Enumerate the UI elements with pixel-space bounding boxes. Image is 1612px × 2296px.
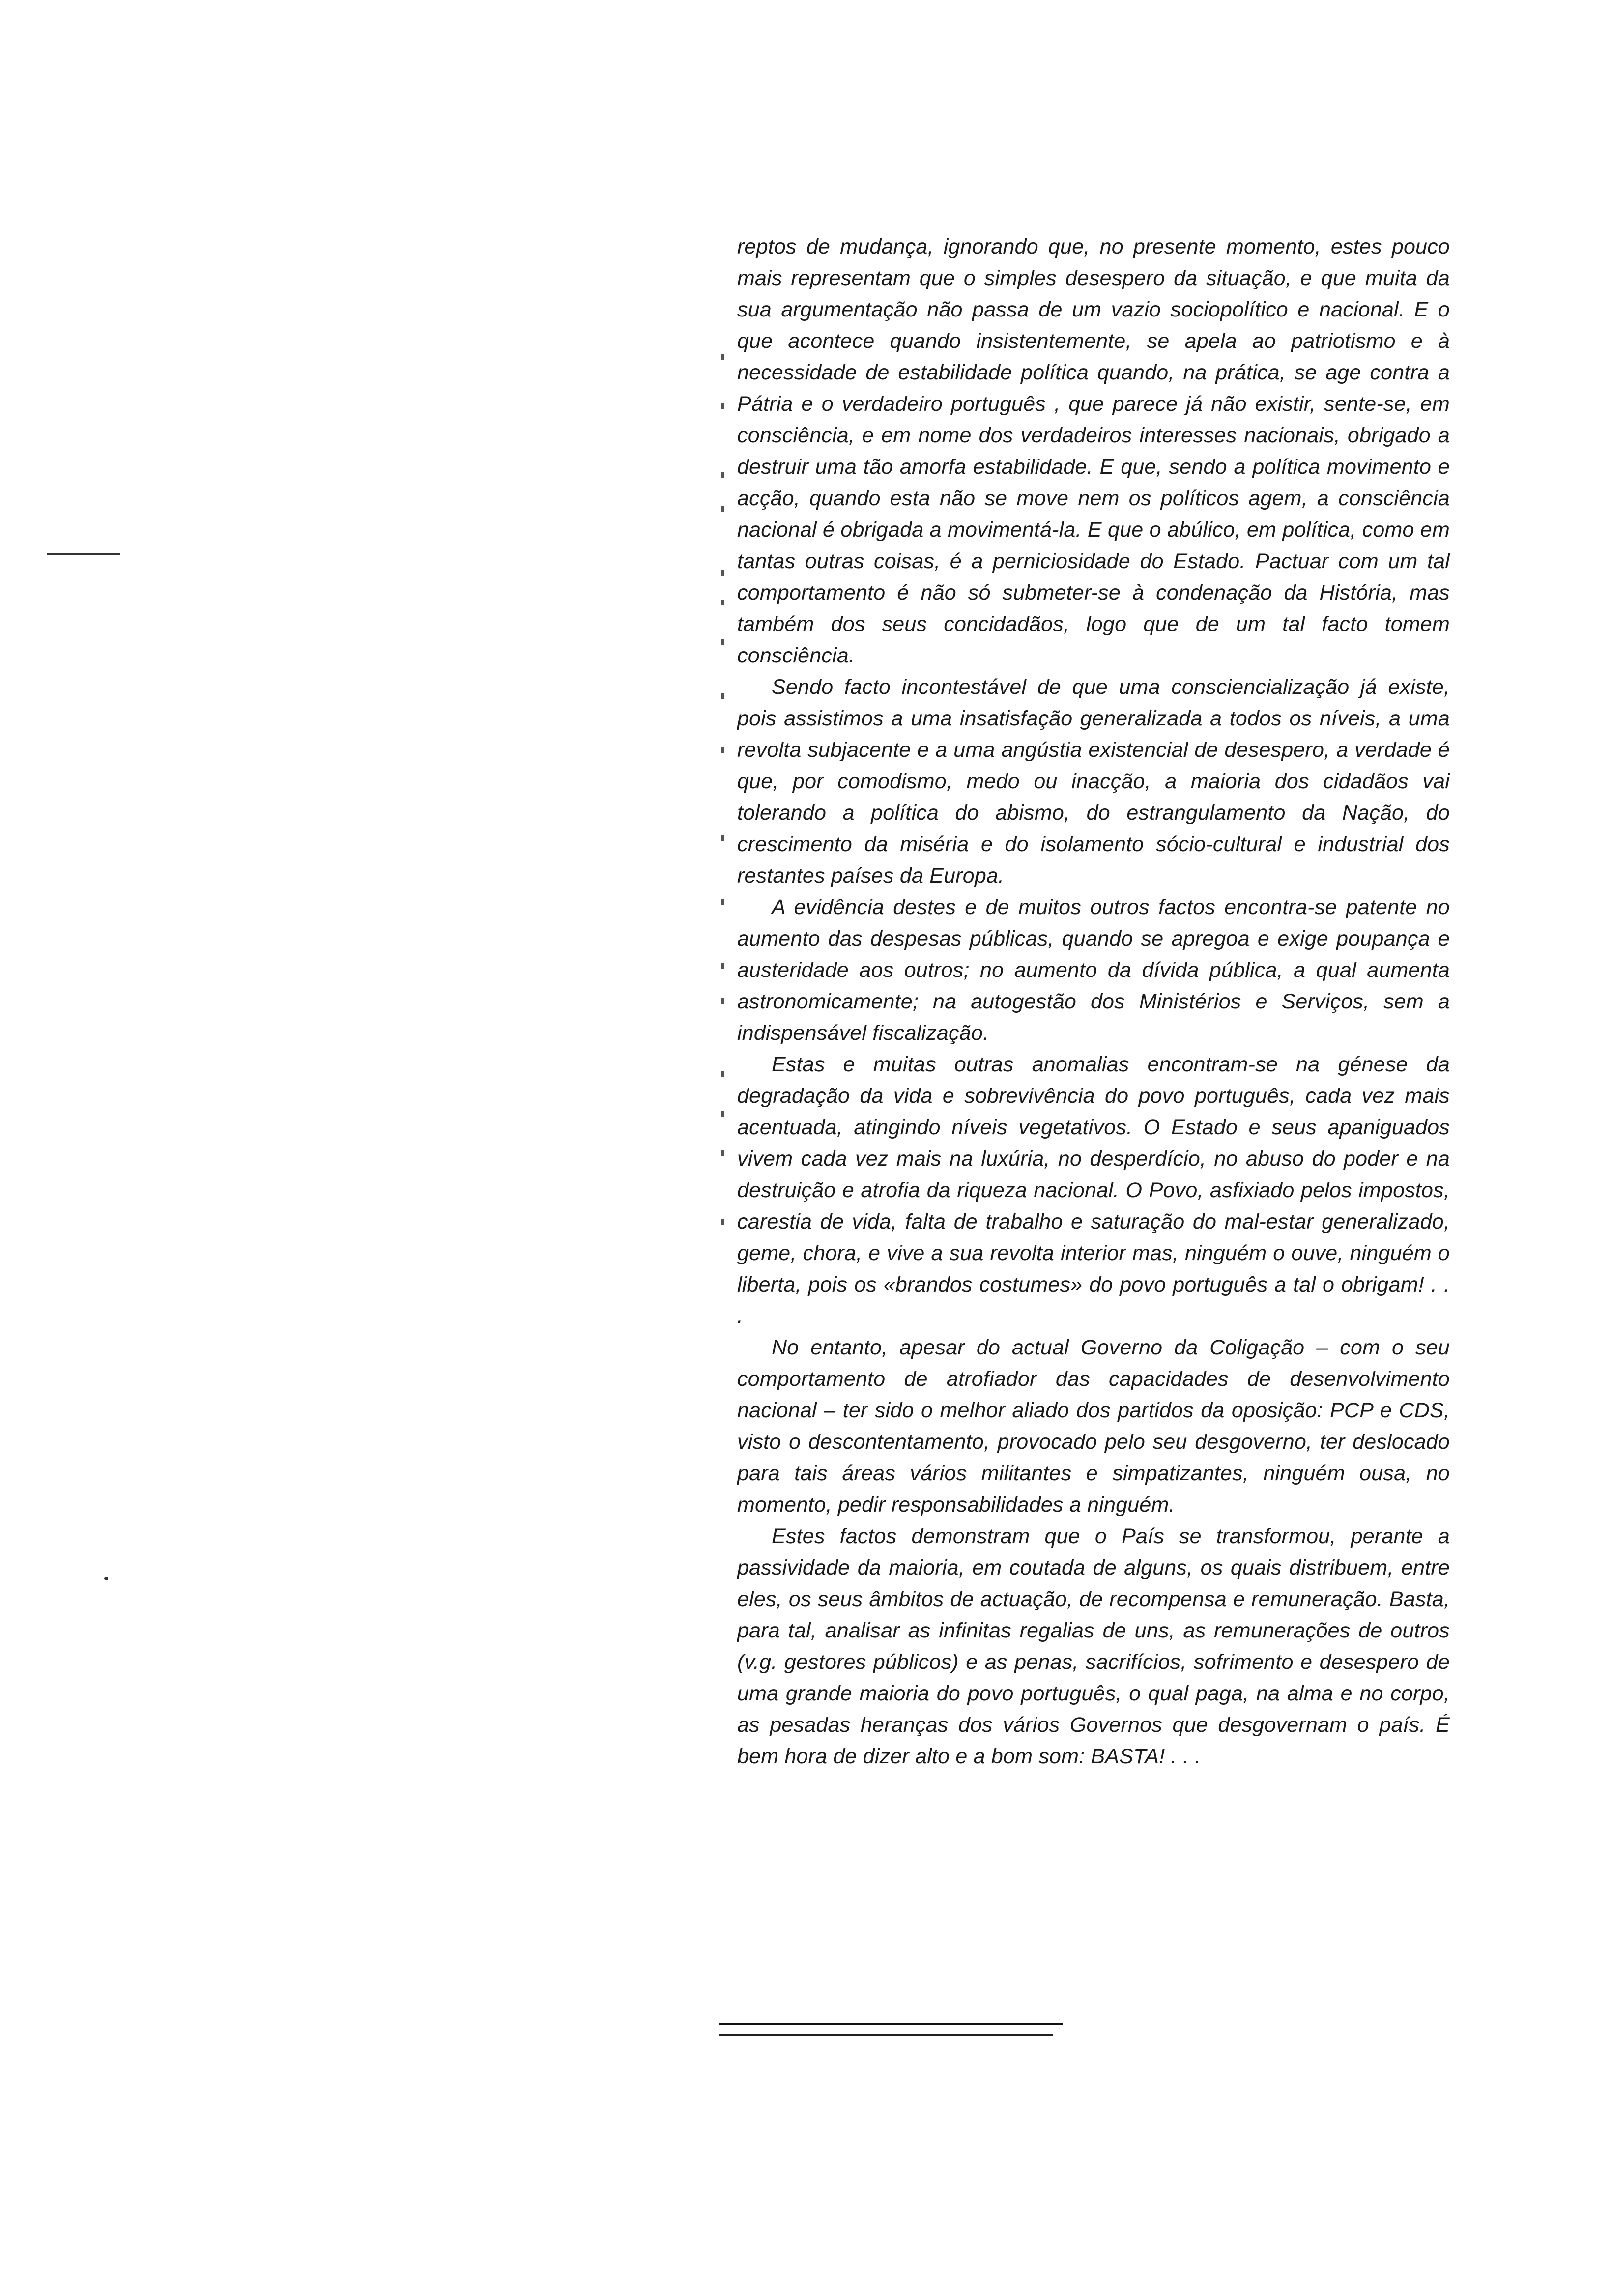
paragraph-2: Sendo facto incontestável de que uma consciencialização já existe, pois assistimos a uma insatisfação generalizada a todos os níveis, a uma revolta subjacente e a uma angústia existencial de desespero, a verdade é que, por comodismo, medo ou inacção, a maioria dos cidadãos vai tolerando a política do abismo, do estrangulamento da Nação, do crescimento da miséria e do isolamento sócio-cultural e industrial dos restantes países da Europa. (737, 675, 1450, 888)
ink-speck (104, 1577, 108, 1580)
margin-dash-mark (47, 553, 120, 555)
end-rule-bottom (719, 2034, 1053, 2036)
paragraph-5: No entanto, apesar do actual Governo da Coligação – com o seu comportamento de atrofiador das capacidades de desenvolvimento nacional – ter sido o melhor aliado dos partidos da oposição: PCP e CDS, visto o descontentamento, provocado pelo seu desgoverno, ter deslocado para tais áreas vários militantes e simpatizantes, ninguém ousa, no momento, pedir responsabilidades a ninguém. (737, 1336, 1450, 1517)
left-margin-artifacts (721, 344, 736, 1229)
end-rule-top (719, 2023, 1063, 2025)
paragraph-3: A evidência destes e de muitos outros factos encontra-se patente no aumento das despesas públicas, quando se apregoa e exige poupança e austeridade aos outros; no aumento da dívida pública, a qual aumenta astronomicamente; na autogestão dos Ministérios e Serviços, sem a indispensável fiscalização. (737, 895, 1450, 1045)
paragraph-6: Estes factos demonstram que o País se transformou, perante a passividade da maioria, em coutada de alguns, os quais distribuem, entre eles, os seus âmbitos de actuação, de recompensa e remuneração. Basta, para tal, analisar as infinitas regalias de uns, as remunerações de outros (v.g. gestores públicos) e as penas, sacrifícios, sofrimento e desespero de uma grande maioria do povo português, o qual paga, na alma e no corpo, as pesadas heranças dos vários Governos que desgovernam o país. É bem hora de dizer alto e a bom som: BASTA! . . . (737, 1524, 1450, 1768)
article-column (737, 231, 1450, 1772)
paragraph-1: reptos de mudança, ignorando que, no presente momento, estes pouco mais representam que o simples desespero da situação, e que muita da sua argumentação não passa de um vazio sociopolítico e nacional. E o que acontece quando insistentemente, se apela ao patriotismo e à necessidade de estabilidade política quando, na prática, se age contra a Pátria e o verdadeiro português , que parece já não existir, sente-se, em consciência, e em nome dos verdadeiros interesses nacionais, obrigado a destruir uma tão amorfa estabilidade. E que, sendo a política movimento e acção, quando esta não se move nem os políticos agem, a consciência nacional é obrigada a movimentá-la. E que o abúlico, em política, como em tantas outras coisas, é a perniciosidade do Estado. Pactuar com um tal comportamento é não só submeter-se à condenação da História, mas também dos seus concidadãos, logo que de um tal facto tomem consciência. (737, 235, 1450, 667)
paragraph-4: Estas e muitas outras anomalias encontram-se na génese da degradação da vida e sobrevivência do povo português, cada vez mais acentuada, atingindo níveis vegetativos. O Estado e seus apaniguados vivem cada vez mais na luxúria, no desperdício, no abuso do poder e na destruição e atrofia da riqueza nacional. O Povo, asfixiado pelos impostos, carestia de vida, falta de trabalho e saturação do mal-estar generalizado, geme, chora, e vive a sua revolta interior mas, ninguém o ouve, ninguém o liberta, pois os «brandos costumes» do povo português a tal o obrigam! . . . (737, 1053, 1450, 1328)
